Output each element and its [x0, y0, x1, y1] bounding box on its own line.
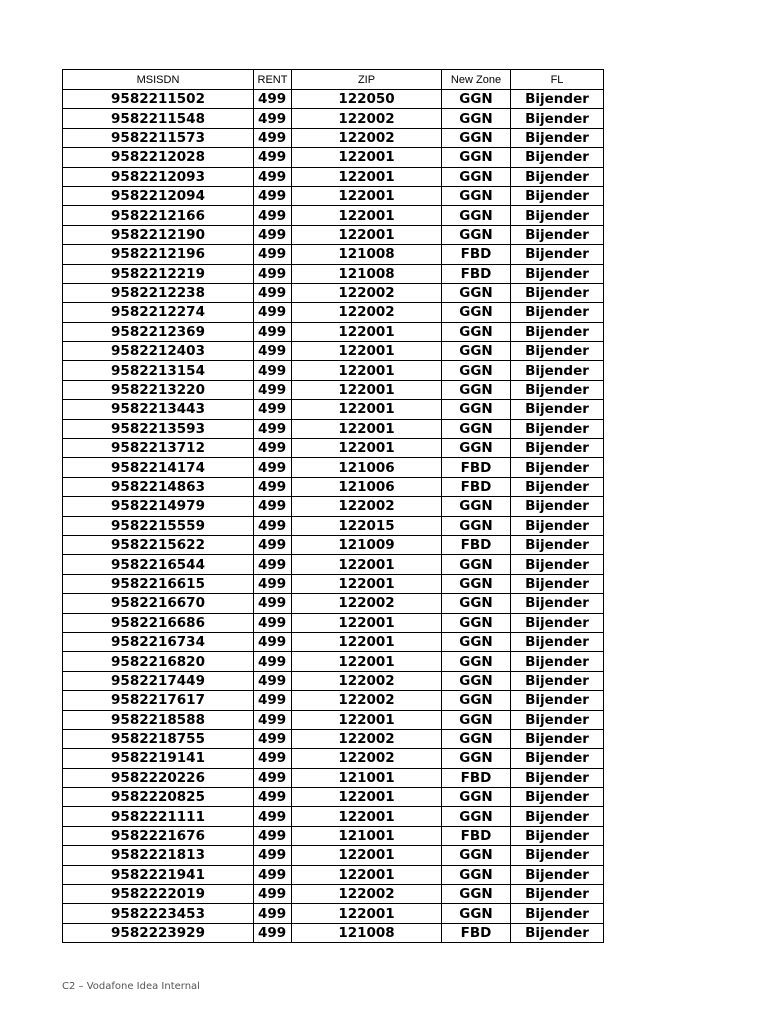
cell-rent: 499 — [254, 380, 292, 399]
cell-fl: Bijender — [511, 691, 604, 710]
cell-rent: 499 — [254, 652, 292, 671]
cell-new-zone: FBD — [442, 826, 511, 845]
cell-msisdn: 9582212196 — [63, 245, 254, 264]
cell-zip: 122001 — [292, 380, 442, 399]
cell-zip: 122002 — [292, 497, 442, 516]
cell-fl: Bijender — [511, 516, 604, 535]
cell-zip: 122002 — [292, 729, 442, 748]
cell-zip: 122001 — [292, 710, 442, 729]
cell-new-zone: GGN — [442, 613, 511, 632]
cell-msisdn: 9582220825 — [63, 788, 254, 807]
cell-rent: 499 — [254, 729, 292, 748]
cell-msisdn: 9582219141 — [63, 749, 254, 768]
cell-fl: Bijender — [511, 497, 604, 516]
cell-zip: 122001 — [292, 206, 442, 225]
cell-new-zone: GGN — [442, 109, 511, 128]
table-row — [63, 904, 604, 923]
cell-new-zone: GGN — [442, 148, 511, 167]
cell-zip: 122002 — [292, 283, 442, 302]
table-row — [63, 109, 604, 128]
cell-new-zone: GGN — [442, 322, 511, 341]
cell-fl: Bijender — [511, 148, 604, 167]
cell-zip: 122002 — [292, 109, 442, 128]
cell-rent: 499 — [254, 497, 292, 516]
table-row — [63, 303, 604, 322]
table-row — [63, 439, 604, 458]
cell-msisdn: 9582214174 — [63, 458, 254, 477]
table-row — [63, 574, 604, 593]
cell-msisdn: 9582216615 — [63, 574, 254, 593]
cell-zip: 122002 — [292, 691, 442, 710]
cell-zip: 122001 — [292, 555, 442, 574]
cell-fl: Bijender — [511, 128, 604, 147]
cell-new-zone: GGN — [442, 361, 511, 380]
cell-zip: 122002 — [292, 303, 442, 322]
cell-rent: 499 — [254, 749, 292, 768]
cell-fl: Bijender — [511, 710, 604, 729]
cell-fl: Bijender — [511, 458, 604, 477]
cell-fl: Bijender — [511, 439, 604, 458]
cell-msisdn: 9582212093 — [63, 167, 254, 186]
header-fl: FL — [511, 70, 604, 90]
cell-new-zone: FBD — [442, 768, 511, 787]
cell-msisdn: 9582214863 — [63, 477, 254, 496]
table-row — [63, 652, 604, 671]
table-row — [63, 535, 604, 554]
cell-new-zone: GGN — [442, 807, 511, 826]
cell-new-zone: FBD — [442, 264, 511, 283]
cell-new-zone: GGN — [442, 128, 511, 147]
table-row — [63, 516, 604, 535]
cell-zip: 122001 — [292, 419, 442, 438]
cell-msisdn: 9582211573 — [63, 128, 254, 147]
cell-fl: Bijender — [511, 225, 604, 244]
cell-new-zone: GGN — [442, 555, 511, 574]
cell-msisdn: 9582216670 — [63, 594, 254, 613]
cell-msisdn: 9582212166 — [63, 206, 254, 225]
cell-fl: Bijender — [511, 380, 604, 399]
cell-rent: 499 — [254, 826, 292, 845]
cell-rent: 499 — [254, 128, 292, 147]
cell-new-zone: GGN — [442, 594, 511, 613]
cell-rent: 499 — [254, 245, 292, 264]
cell-msisdn: 9582223453 — [63, 904, 254, 923]
cell-new-zone: GGN — [442, 865, 511, 884]
cell-fl: Bijender — [511, 264, 604, 283]
table-row — [63, 749, 604, 768]
table-row — [63, 167, 604, 186]
cell-msisdn: 9582211548 — [63, 109, 254, 128]
cell-msisdn: 9582216734 — [63, 632, 254, 651]
cell-zip: 122002 — [292, 749, 442, 768]
cell-rent: 499 — [254, 632, 292, 651]
cell-zip: 122001 — [292, 865, 442, 884]
cell-zip: 121008 — [292, 245, 442, 264]
table-row — [63, 477, 604, 496]
cell-rent: 499 — [254, 342, 292, 361]
cell-msisdn: 9582221676 — [63, 826, 254, 845]
cell-msisdn: 9582213712 — [63, 439, 254, 458]
table-row — [63, 361, 604, 380]
table-row — [63, 419, 604, 438]
cell-fl: Bijender — [511, 400, 604, 419]
cell-fl: Bijender — [511, 535, 604, 554]
table-row — [63, 245, 604, 264]
cell-zip: 122001 — [292, 846, 442, 865]
cell-new-zone: GGN — [442, 167, 511, 186]
table-row — [63, 632, 604, 651]
table-row — [63, 671, 604, 690]
cell-rent: 499 — [254, 477, 292, 496]
cell-msisdn: 9582215622 — [63, 535, 254, 554]
cell-fl: Bijender — [511, 167, 604, 186]
cell-zip: 122001 — [292, 186, 442, 205]
cell-msisdn: 9582216820 — [63, 652, 254, 671]
cell-zip: 122001 — [292, 439, 442, 458]
cell-new-zone: FBD — [442, 535, 511, 554]
cell-msisdn: 9582213154 — [63, 361, 254, 380]
cell-rent: 499 — [254, 322, 292, 341]
cell-zip: 121001 — [292, 826, 442, 845]
cell-msisdn: 9582217449 — [63, 671, 254, 690]
cell-fl: Bijender — [511, 632, 604, 651]
table-row — [63, 225, 604, 244]
cell-zip: 121001 — [292, 768, 442, 787]
cell-zip: 122001 — [292, 807, 442, 826]
cell-rent: 499 — [254, 264, 292, 283]
cell-fl: Bijender — [511, 671, 604, 690]
table-row — [63, 148, 604, 167]
cell-fl: Bijender — [511, 885, 604, 904]
cell-fl: Bijender — [511, 768, 604, 787]
cell-rent: 499 — [254, 439, 292, 458]
cell-msisdn: 9582216544 — [63, 555, 254, 574]
cell-new-zone: FBD — [442, 245, 511, 264]
cell-new-zone: GGN — [442, 885, 511, 904]
cell-msisdn: 9582211502 — [63, 90, 254, 109]
cell-fl: Bijender — [511, 303, 604, 322]
table-row — [63, 865, 604, 884]
cell-new-zone: GGN — [442, 788, 511, 807]
cell-zip: 122002 — [292, 671, 442, 690]
table-row — [63, 923, 604, 942]
cell-fl: Bijender — [511, 342, 604, 361]
cell-new-zone: GGN — [442, 206, 511, 225]
cell-zip: 122001 — [292, 148, 442, 167]
cell-zip: 122001 — [292, 788, 442, 807]
cell-msisdn: 9582212403 — [63, 342, 254, 361]
cell-fl: Bijender — [511, 652, 604, 671]
table-row — [63, 342, 604, 361]
cell-msisdn: 9582221813 — [63, 846, 254, 865]
cell-fl: Bijender — [511, 555, 604, 574]
cell-new-zone: GGN — [442, 749, 511, 768]
cell-rent: 499 — [254, 768, 292, 787]
cell-zip: 121006 — [292, 477, 442, 496]
table-row — [63, 807, 604, 826]
cell-rent: 499 — [254, 186, 292, 205]
cell-zip: 122002 — [292, 128, 442, 147]
cell-zip: 122001 — [292, 574, 442, 593]
table-row — [63, 264, 604, 283]
table-row — [63, 186, 604, 205]
cell-msisdn: 9582214979 — [63, 497, 254, 516]
cell-msisdn: 9582212238 — [63, 283, 254, 302]
cell-rent: 499 — [254, 206, 292, 225]
cell-new-zone: GGN — [442, 342, 511, 361]
cell-new-zone: GGN — [442, 303, 511, 322]
cell-rent: 499 — [254, 691, 292, 710]
cell-new-zone: GGN — [442, 632, 511, 651]
cell-fl: Bijender — [511, 904, 604, 923]
cell-rent: 499 — [254, 788, 292, 807]
cell-rent: 499 — [254, 865, 292, 884]
table-header — [63, 70, 604, 90]
cell-fl: Bijender — [511, 477, 604, 496]
cell-msisdn: 9582222019 — [63, 885, 254, 904]
cell-zip: 122001 — [292, 322, 442, 341]
cell-fl: Bijender — [511, 594, 604, 613]
cell-new-zone: GGN — [442, 671, 511, 690]
cell-fl: Bijender — [511, 788, 604, 807]
cell-fl: Bijender — [511, 574, 604, 593]
table-row — [63, 691, 604, 710]
cell-msisdn: 9582213220 — [63, 380, 254, 399]
table-row — [63, 613, 604, 632]
cell-fl: Bijender — [511, 322, 604, 341]
cell-msisdn: 9582212219 — [63, 264, 254, 283]
cell-zip: 122001 — [292, 342, 442, 361]
cell-msisdn: 9582212028 — [63, 148, 254, 167]
cell-zip: 122002 — [292, 594, 442, 613]
cell-zip: 122001 — [292, 652, 442, 671]
cell-zip: 122001 — [292, 632, 442, 651]
cell-new-zone: GGN — [442, 439, 511, 458]
cell-new-zone: FBD — [442, 923, 511, 942]
header-rent: RENT — [254, 70, 292, 90]
table-row — [63, 729, 604, 748]
table-row — [63, 458, 604, 477]
cell-fl: Bijender — [511, 361, 604, 380]
table-row — [63, 206, 604, 225]
cell-rent: 499 — [254, 885, 292, 904]
cell-msisdn: 9582212274 — [63, 303, 254, 322]
cell-zip: 122001 — [292, 400, 442, 419]
table-row — [63, 594, 604, 613]
cell-new-zone: GGN — [442, 516, 511, 535]
cell-zip: 122050 — [292, 90, 442, 109]
cell-msisdn: 9582223929 — [63, 923, 254, 942]
cell-new-zone: GGN — [442, 283, 511, 302]
header-row — [63, 70, 604, 90]
cell-new-zone: GGN — [442, 497, 511, 516]
cell-new-zone: GGN — [442, 186, 511, 205]
table-row — [63, 555, 604, 574]
cell-zip: 122001 — [292, 167, 442, 186]
table-row — [63, 826, 604, 845]
cell-msisdn: 9582218588 — [63, 710, 254, 729]
cell-new-zone: GGN — [442, 380, 511, 399]
cell-fl: Bijender — [511, 90, 604, 109]
cell-fl: Bijender — [511, 245, 604, 264]
cell-new-zone: GGN — [442, 846, 511, 865]
cell-rent: 499 — [254, 361, 292, 380]
table-row — [63, 768, 604, 787]
table-row — [63, 400, 604, 419]
cell-rent: 499 — [254, 400, 292, 419]
header-zip: ZIP — [292, 70, 442, 90]
table-row — [63, 90, 604, 109]
table-body — [63, 90, 604, 943]
cell-fl: Bijender — [511, 865, 604, 884]
cell-zip: 122001 — [292, 361, 442, 380]
cell-zip: 122001 — [292, 904, 442, 923]
cell-msisdn: 9582217617 — [63, 691, 254, 710]
cell-rent: 499 — [254, 225, 292, 244]
header-new-zone: New Zone — [442, 70, 511, 90]
cell-rent: 499 — [254, 303, 292, 322]
cell-new-zone: GGN — [442, 90, 511, 109]
cell-rent: 499 — [254, 613, 292, 632]
cell-msisdn: 9582213443 — [63, 400, 254, 419]
cell-fl: Bijender — [511, 729, 604, 748]
cell-msisdn: 9582221111 — [63, 807, 254, 826]
table-row — [63, 788, 604, 807]
cell-rent: 499 — [254, 671, 292, 690]
cell-rent: 499 — [254, 846, 292, 865]
cell-new-zone: GGN — [442, 574, 511, 593]
msisdn-table — [62, 69, 604, 943]
table-row — [63, 497, 604, 516]
header-msisdn: MSISDN — [63, 70, 254, 90]
cell-fl: Bijender — [511, 283, 604, 302]
cell-msisdn: 9582218755 — [63, 729, 254, 748]
cell-rent: 499 — [254, 574, 292, 593]
cell-new-zone: GGN — [442, 419, 511, 438]
cell-msisdn: 9582213593 — [63, 419, 254, 438]
cell-msisdn: 9582220226 — [63, 768, 254, 787]
cell-fl: Bijender — [511, 613, 604, 632]
cell-rent: 499 — [254, 458, 292, 477]
cell-zip: 121008 — [292, 923, 442, 942]
cell-rent: 499 — [254, 516, 292, 535]
cell-fl: Bijender — [511, 186, 604, 205]
cell-rent: 499 — [254, 90, 292, 109]
cell-rent: 499 — [254, 535, 292, 554]
cell-rent: 499 — [254, 904, 292, 923]
cell-new-zone: FBD — [442, 477, 511, 496]
cell-fl: Bijender — [511, 846, 604, 865]
cell-new-zone: GGN — [442, 904, 511, 923]
cell-msisdn: 9582216686 — [63, 613, 254, 632]
cell-zip: 121008 — [292, 264, 442, 283]
table-row — [63, 380, 604, 399]
table-row — [63, 710, 604, 729]
cell-zip: 121006 — [292, 458, 442, 477]
cell-fl: Bijender — [511, 923, 604, 942]
cell-msisdn: 9582212369 — [63, 322, 254, 341]
cell-rent: 499 — [254, 594, 292, 613]
cell-rent: 499 — [254, 419, 292, 438]
cell-rent: 499 — [254, 923, 292, 942]
cell-zip: 122001 — [292, 613, 442, 632]
cell-new-zone: GGN — [442, 400, 511, 419]
cell-msisdn: 9582212094 — [63, 186, 254, 205]
cell-new-zone: GGN — [442, 691, 511, 710]
table-row — [63, 322, 604, 341]
cell-fl: Bijender — [511, 826, 604, 845]
cell-msisdn: 9582221941 — [63, 865, 254, 884]
cell-new-zone: GGN — [442, 652, 511, 671]
cell-rent: 499 — [254, 148, 292, 167]
cell-fl: Bijender — [511, 109, 604, 128]
cell-rent: 499 — [254, 807, 292, 826]
table-row — [63, 885, 604, 904]
cell-rent: 499 — [254, 167, 292, 186]
cell-fl: Bijender — [511, 807, 604, 826]
cell-msisdn: 9582212190 — [63, 225, 254, 244]
cell-fl: Bijender — [511, 749, 604, 768]
cell-fl: Bijender — [511, 206, 604, 225]
table-row — [63, 128, 604, 147]
cell-msisdn: 9582215559 — [63, 516, 254, 535]
cell-rent: 499 — [254, 555, 292, 574]
table-row — [63, 846, 604, 865]
cell-rent: 499 — [254, 710, 292, 729]
cell-new-zone: FBD — [442, 458, 511, 477]
cell-zip: 121009 — [292, 535, 442, 554]
cell-zip: 122001 — [292, 225, 442, 244]
table-row — [63, 283, 604, 302]
cell-new-zone: GGN — [442, 225, 511, 244]
cell-fl: Bijender — [511, 419, 604, 438]
cell-new-zone: GGN — [442, 729, 511, 748]
cell-new-zone: GGN — [442, 710, 511, 729]
cell-zip: 122002 — [292, 885, 442, 904]
cell-zip: 122015 — [292, 516, 442, 535]
footer-classification: C2 – Vodafone Idea Internal — [62, 981, 200, 992]
cell-rent: 499 — [254, 109, 292, 128]
cell-rent: 499 — [254, 283, 292, 302]
